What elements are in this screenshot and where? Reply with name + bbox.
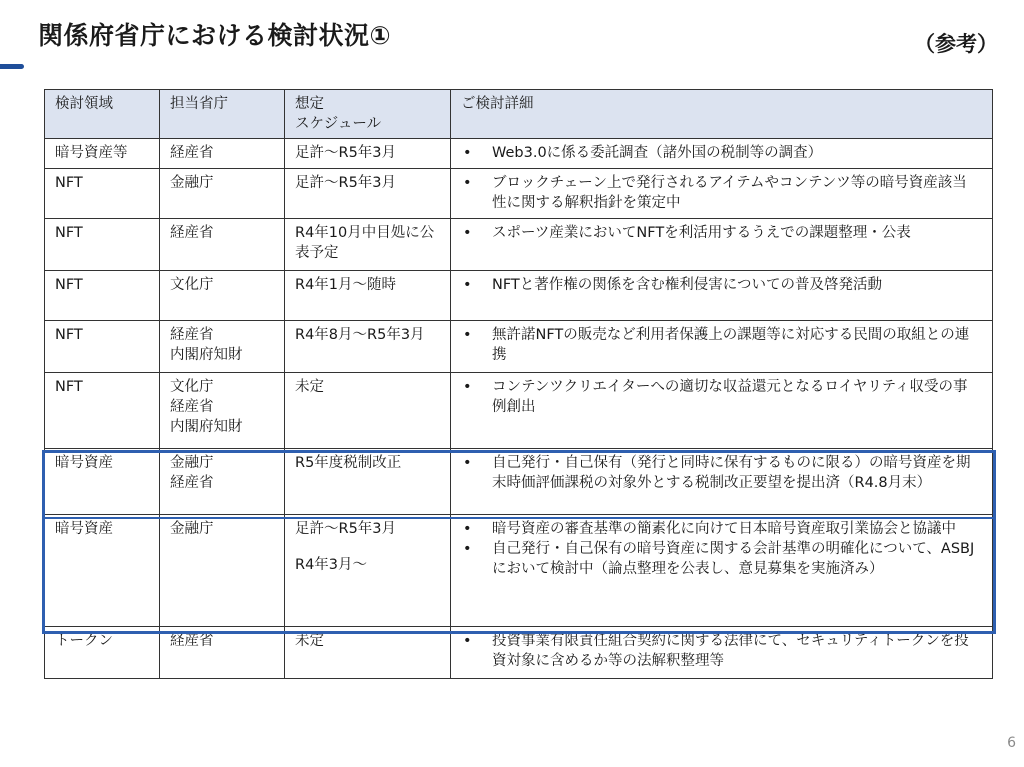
header-text: ご検討詳細 xyxy=(461,96,534,112)
cell-schedule xyxy=(285,515,451,627)
header-details xyxy=(451,90,993,139)
ministry-name: 金融庁 xyxy=(170,175,214,191)
status-table xyxy=(44,89,993,679)
header-text: 検討領域 xyxy=(55,96,113,112)
detail-item: • 投資事業有限責任組合契約に関する法律にて、セキュリティトークンを投資対象に含めるか等の法解釈整理等 xyxy=(459,631,986,671)
ministry-name: 経産省 xyxy=(170,145,214,161)
schedule-text: 未定 xyxy=(295,379,324,395)
cell-domain: 暗号資産 xyxy=(45,449,160,515)
table-row xyxy=(45,139,993,169)
ministry-name: 内閣府知財 xyxy=(170,419,243,435)
schedule-text: 足許〜R5年3月 xyxy=(295,521,397,537)
table-row xyxy=(45,321,993,373)
details-list xyxy=(459,223,986,243)
table-header-row xyxy=(45,90,993,139)
table-row xyxy=(45,449,993,515)
detail-item: • 暗号資産の審査基準の簡素化に向けて日本暗号資産取引業協会と協議中 xyxy=(459,519,986,539)
cell-details xyxy=(451,271,993,321)
header-schedule xyxy=(285,90,451,139)
table-row xyxy=(45,515,993,627)
cell-details xyxy=(451,321,993,373)
cell-ministry xyxy=(160,271,285,321)
detail-item: • 自己発行・自己保有の暗号資産に関する会計基準の明確化について、ASBJにおいて検討中（論点整理を公表し、意見募集を実施済み） xyxy=(459,539,986,579)
ministry-name: 文化庁 xyxy=(170,277,214,293)
details-list xyxy=(459,275,986,295)
details-list xyxy=(459,377,986,417)
cell-schedule xyxy=(285,169,451,219)
cell-schedule xyxy=(285,219,451,271)
cell-domain: NFT xyxy=(45,271,160,321)
cell-ministry xyxy=(160,515,285,627)
cell-domain: NFT xyxy=(45,373,160,449)
details-list xyxy=(459,143,986,163)
details-list xyxy=(459,453,986,493)
cell-ministry xyxy=(160,373,285,449)
detail-item: • スポーツ産業においてNFTを利活用するうえでの課題整理・公表 xyxy=(459,223,986,243)
ministry-name: 経産省 xyxy=(170,633,214,649)
cell-domain: 暗号資産等 xyxy=(45,139,160,169)
cell-schedule xyxy=(285,373,451,449)
details-list xyxy=(459,325,986,365)
header-text: 想定 xyxy=(295,96,324,112)
details-list xyxy=(459,519,986,579)
ministry-name: 経産省 xyxy=(170,475,214,491)
ministry-name: 文化庁 xyxy=(170,379,214,395)
schedule-text: 足許〜R5年3月 xyxy=(295,175,397,191)
detail-item: • 無許諾NFTの販売など利用者保護上の課題等に対応する民間の取組との連携 xyxy=(459,325,986,365)
cell-domain: 暗号資産 xyxy=(45,515,160,627)
header-text: スケジュール xyxy=(295,116,382,132)
slide-title: 関係府省庁における検討状況① xyxy=(38,21,392,50)
header-domain xyxy=(45,90,160,139)
cell-details xyxy=(451,373,993,449)
ministry-name: 経産省 xyxy=(170,399,214,415)
title-accent-bar xyxy=(0,64,24,69)
page-number: 6 xyxy=(1007,735,1016,751)
reference-label: （参考） xyxy=(914,32,998,56)
cell-details xyxy=(451,169,993,219)
schedule-text: R5年度税制改正 xyxy=(295,455,402,471)
header-ministry xyxy=(160,90,285,139)
cell-details xyxy=(451,449,993,515)
schedule-text: 足許〜R5年3月 xyxy=(295,145,397,161)
detail-item: • コンテンツクリエイターへの適切な収益還元となるロイヤリティ収受の事例創出 xyxy=(459,377,986,417)
cell-domain: トークン xyxy=(45,627,160,679)
cell-ministry xyxy=(160,321,285,373)
detail-item: • Web3.0に係る委託調査（諸外国の税制等の調査） xyxy=(459,143,986,163)
details-list xyxy=(459,173,986,213)
cell-ministry xyxy=(160,169,285,219)
cell-ministry xyxy=(160,627,285,679)
cell-schedule xyxy=(285,627,451,679)
ministry-name: 金融庁 xyxy=(170,455,214,471)
schedule-text: 未定 xyxy=(295,633,324,649)
detail-item: • 自己発行・自己保有（発行と同時に保有するものに限る）の暗号資産を期末時価評価課税の対象外とする税制改正要望を提出済（R4.8月末） xyxy=(459,453,986,493)
cell-domain: NFT xyxy=(45,321,160,373)
status-table-container xyxy=(44,89,992,679)
table-row xyxy=(45,627,993,679)
detail-item: • NFTと著作権の関係を含む権利侵害についての普及啓発活動 xyxy=(459,275,986,295)
cell-ministry xyxy=(160,219,285,271)
ministry-name: 内閣府知財 xyxy=(170,347,243,363)
cell-schedule xyxy=(285,271,451,321)
schedule-text: R4年3月〜 xyxy=(295,557,368,573)
schedule-text: R4年10月中目処に公表予定 xyxy=(295,225,435,261)
table-row xyxy=(45,219,993,271)
cell-details xyxy=(451,627,993,679)
schedule-text: R4年8月〜R5年3月 xyxy=(295,327,425,343)
cell-ministry xyxy=(160,139,285,169)
ministry-name: 金融庁 xyxy=(170,521,214,537)
table-row xyxy=(45,169,993,219)
details-list xyxy=(459,631,986,671)
ministry-name: 経産省 xyxy=(170,327,214,343)
ministry-name: 経産省 xyxy=(170,225,214,241)
cell-details xyxy=(451,219,993,271)
cell-ministry xyxy=(160,449,285,515)
cell-schedule xyxy=(285,321,451,373)
cell-domain: NFT xyxy=(45,219,160,271)
table-row xyxy=(45,271,993,321)
detail-item: • ブロックチェーン上で発行されるアイテムやコンテンツ等の暗号資産該当性に関する解釈指針を策定中 xyxy=(459,173,986,213)
cell-details xyxy=(451,515,993,627)
header-text: 担当省庁 xyxy=(170,96,228,112)
table-row xyxy=(45,373,993,449)
table-body xyxy=(45,139,993,679)
cell-schedule xyxy=(285,449,451,515)
schedule-text: R4年1月〜随時 xyxy=(295,277,397,293)
cell-details xyxy=(451,139,993,169)
cell-domain: NFT xyxy=(45,169,160,219)
cell-schedule xyxy=(285,139,451,169)
